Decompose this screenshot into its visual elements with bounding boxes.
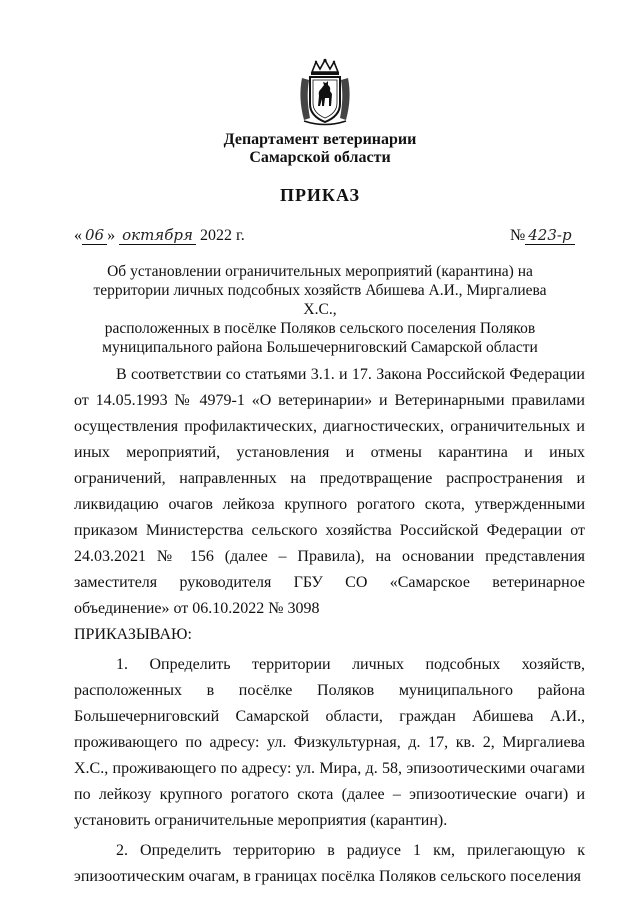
item-1-paragraph: 1. Определить территории личных подсобных хозяйств, расположенных в посёлке Поляков муниципального района Большечерниговский Самарской области, граждан Абишева А.И., проживающего по адресу: ул. Физкультурная, д. 17, кв. 2, Миргалиева Х.С., проживающего по адресу: ул. Мира, д. 58, эпизоотическими очагами по лейкозу крупного рогатого скота (далее – эпизоотические очаги) и установить ограничительные мероприятия (карантин). [74, 656, 585, 829]
document-title: ПРИКАЗ [279, 185, 361, 205]
preamble-paragraph: В соответствии со статьями 3.1. и 17. Закона Российской Федерации от 14.05.1993 № 4979-1 «О ветеринарии» и Ветеринарными правилами осуществления профилактических, диагностических, ограничительных и иных мероприятий, установления и отмены карантина и иных ограничений, направленных на предотвращение распространения и ликвидацию очагов лейкоза крупного рогатого скота, утвержденными приказом Министерства сельского хозяйства Российской Федерации от 24.03.2021 № 156 (далее – Правила), на основании представления заместителя руководителя ГБУ СО «Самарское ветеринарное объединение» от 06.10.2022 № 3098 [74, 366, 585, 617]
order-date [74, 226, 245, 245]
subject-line: Об установлении ограничительных мероприятий (карантина) на [107, 263, 533, 280]
samara-coat-of-arms-emblem [294, 58, 356, 128]
date-month: октября [119, 226, 196, 245]
number-value: 423-р [525, 226, 574, 245]
date-open-quote: « [74, 227, 82, 244]
department-name-line1: Департамент ветеринарии [223, 131, 417, 148]
number-prefix: № [510, 227, 526, 244]
date-day: 06 [82, 226, 107, 245]
order-number [510, 226, 575, 245]
order-body [74, 362, 585, 890]
subject-line: территории личных подсобных хозяйств Абишева А.И., Миргалиева Х.С., [93, 282, 547, 318]
order-word: ПРИКАЗЫВАЮ: [74, 626, 192, 643]
date-close-quote: » [107, 227, 116, 244]
subject-line: расположенных в посёлке Поляков сельского поселения Поляков [104, 320, 536, 337]
department-name-line2: Самарской области [249, 149, 391, 166]
date-year: 2022 г. [199, 227, 245, 244]
order-subject [80, 262, 560, 357]
subject-line: муниципального района Большечерниговский Самарской области [102, 339, 538, 356]
item-2-paragraph: 2. Определить территорию в радиусе 1 км, прилегающую к эпизоотическим очагам, в границах посёлка Поляков сельского поселения [74, 842, 585, 885]
